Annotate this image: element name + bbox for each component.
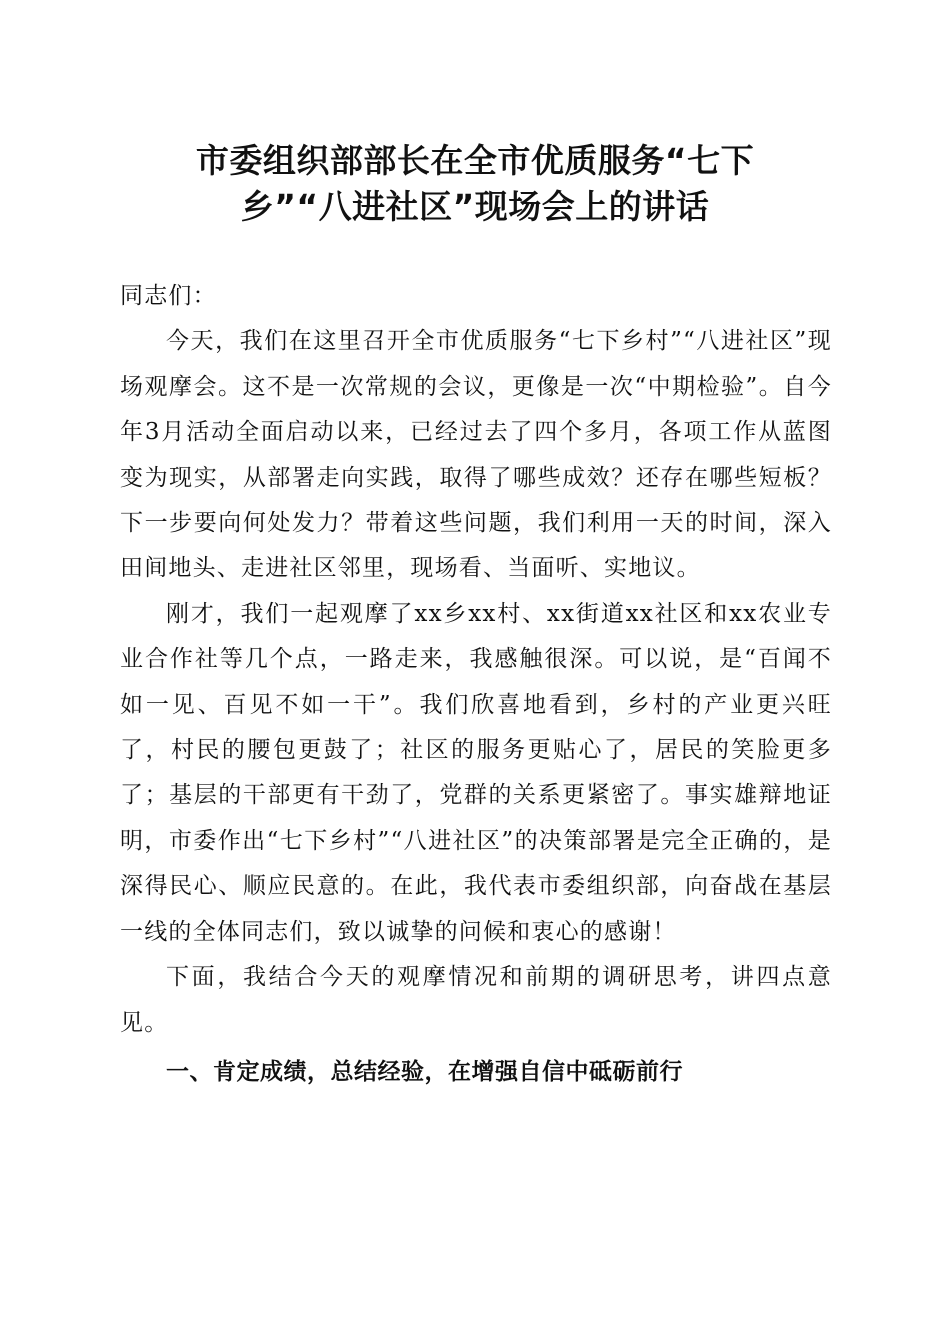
paragraph-1: 今天，我们在这里召开全市优质服务“七下乡村”“八进社区”现场观摩会。这不是一次常规的会议，更像是一次“中期检验”。自今年3月活动全面启动以来，已经过去了四个多月，各项工作从蓝图变为现实，从部署走向实践，取得了哪些成效？还存在哪些短板？下一步要向何处发力？带着这些问题，我们利用一天的时间，深入田间地头、走进社区邻里，现场看、当面听、实地议。 [120,328,832,582]
document-body [120,274,832,1095]
title-line-1: 市委组织部部长在全市优质服务“七下 [195,141,755,180]
title-line-2: 乡”“八进社区”现场会上的讲话 [240,187,710,226]
section-heading: 一、肯定成绩，总结经验，在增强自信中砥砺前行 [166,1058,683,1085]
document-title [120,138,830,230]
paragraph-2: 刚才，我们一起观摩了xx乡xx村、xx街道xx社区和xx农业专业合作社等几个点，一路走来，我感触很深。可以说，是“百闻不如一见、百见不如一干”。我们欣喜地看到，乡村的产业更兴旺了，村民的腰包更鼓了；社区的服务更贴心了，居民的笑脸更多了；基层的干部更有干劲了，党群的关系更紧密了。事实雄辩地证明，市委作出“七下乡村”“八进社区”的决策部署是完全正确的，是深得民心、顺应民意的。在此，我代表市委组织部，向奋战在基层一线的全体同志们，致以诚挚的问候和衷心的感谢！ [120,600,832,945]
paragraph-3: 下面，我结合今天的观摩情况和前期的调研思考，讲四点意见。 [120,964,832,1036]
salutation: 同志们： [120,283,217,309]
